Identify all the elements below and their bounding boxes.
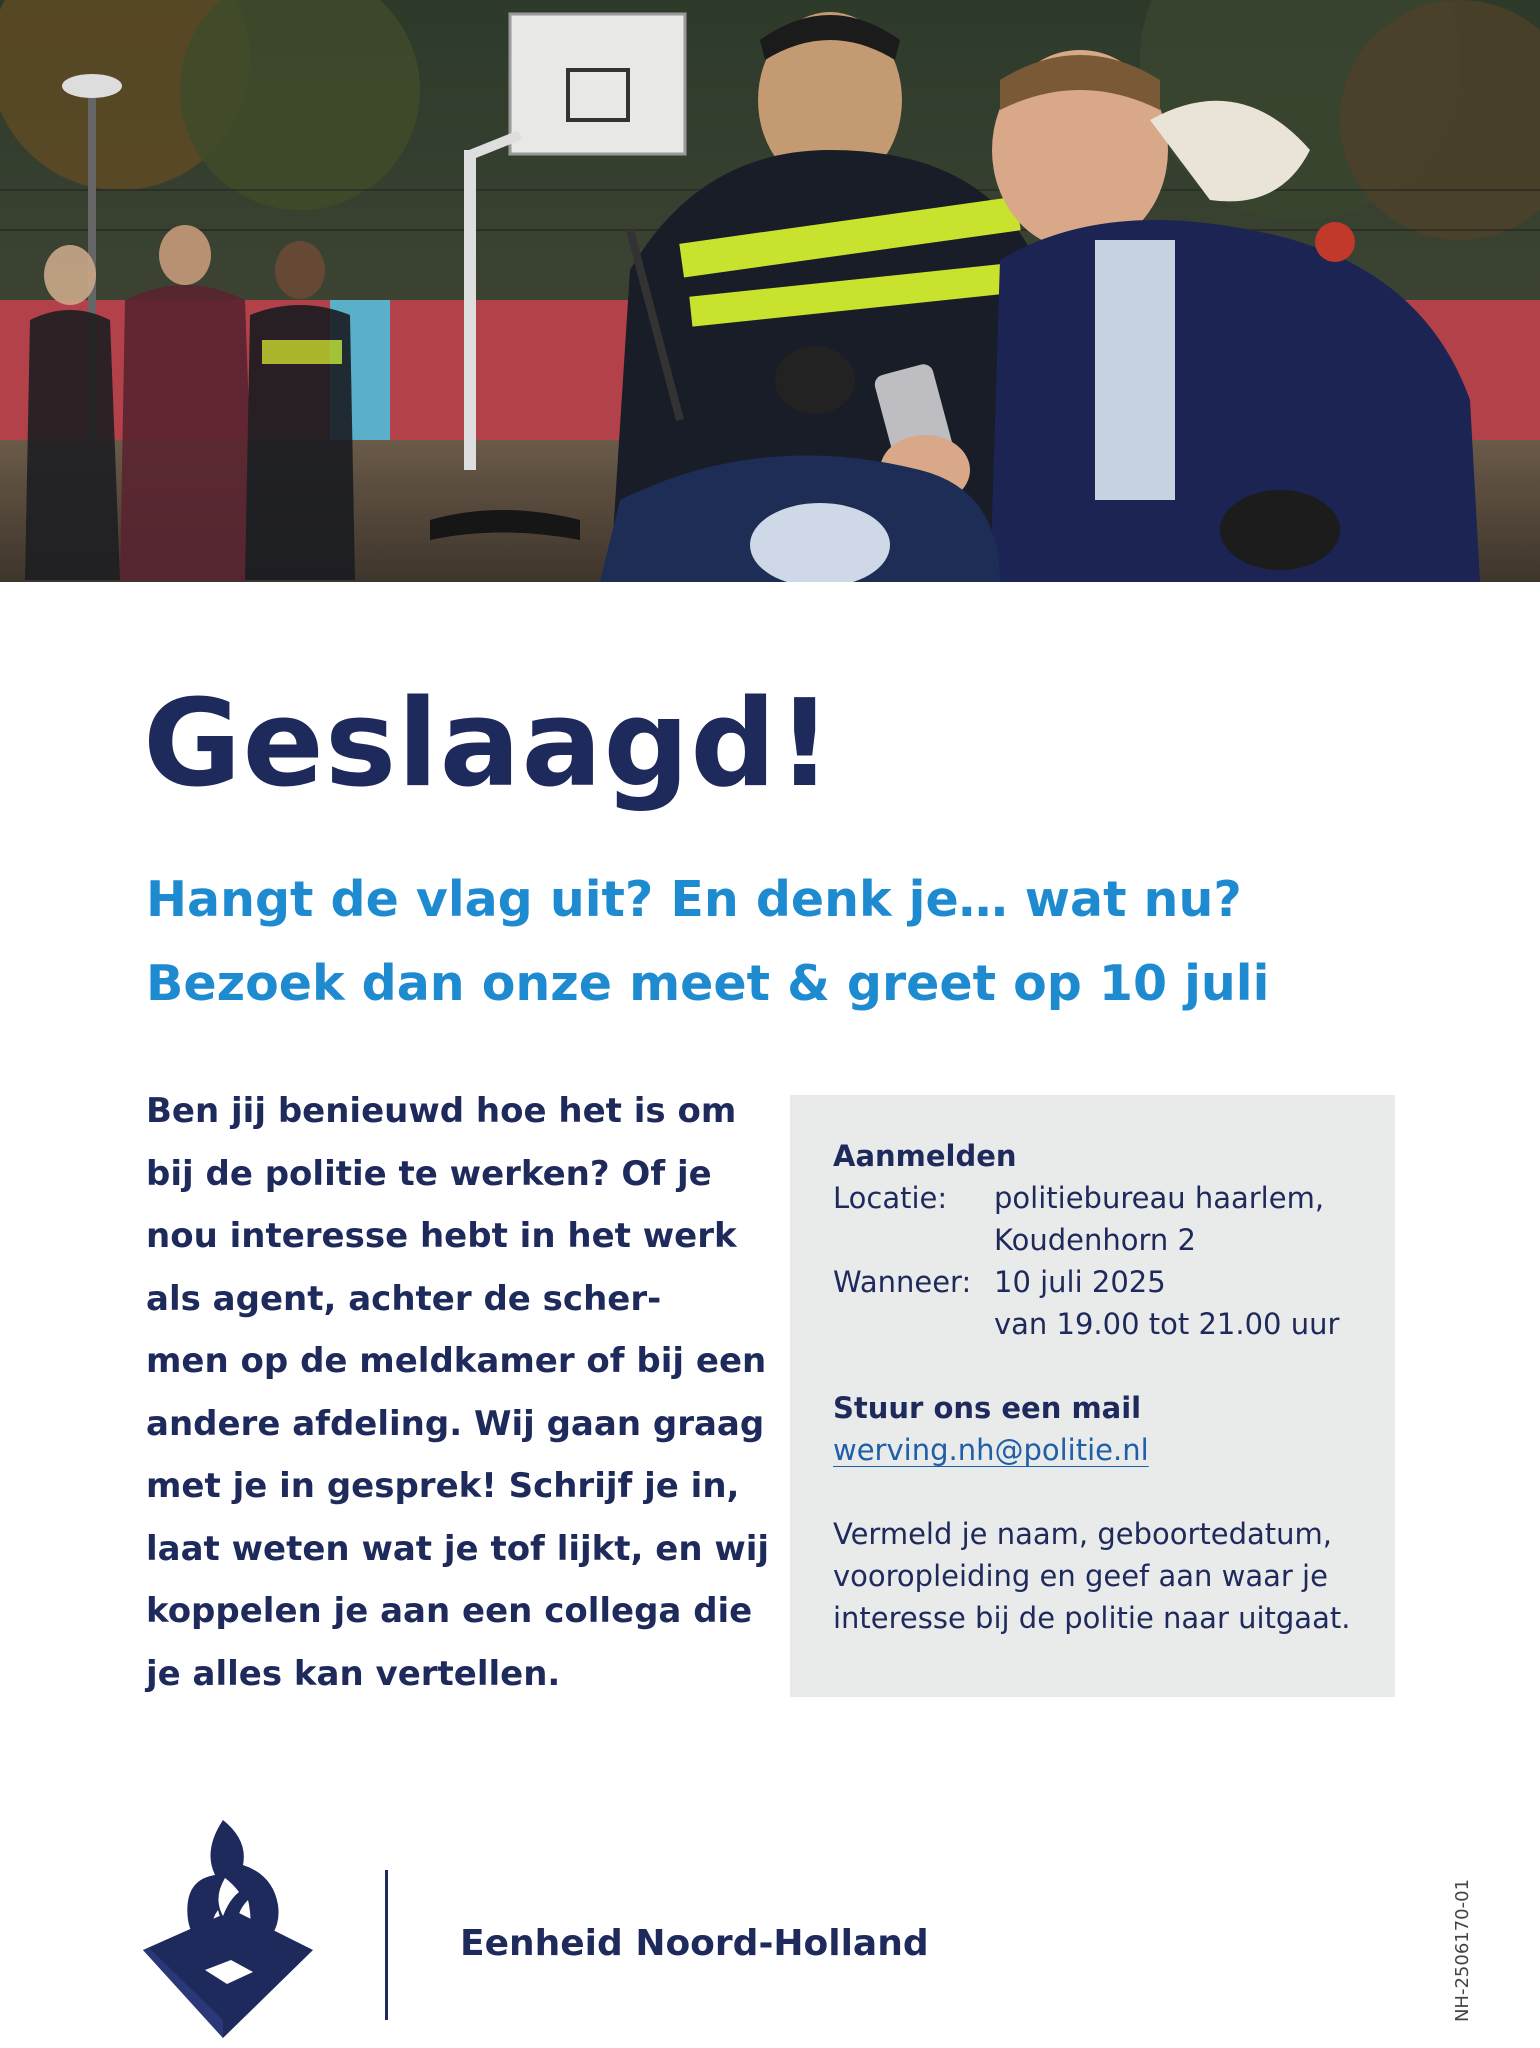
location-row (833, 1177, 1395, 1261)
footer-divider (385, 1870, 388, 2020)
note-line: Vermeld je naam, geboortedatum, (833, 1517, 1333, 1551)
intro-line: men op de meldkamer of bij een (146, 1341, 767, 1381)
email-link[interactable]: werving.nh@politie.nl (833, 1433, 1149, 1467)
page-title: Geslaagd! (143, 675, 833, 814)
subtitle-line-1: Hangt de vlag uit? En denk je… wat nu? (146, 871, 1242, 928)
location-value (994, 1177, 1324, 1261)
hero-photo (0, 0, 1540, 582)
intro-line: als agent, achter de scher- (146, 1278, 662, 1319)
location-label: Locatie: (833, 1181, 948, 1215)
intro-line: koppelen je aan een collega die (146, 1591, 753, 1631)
note-line: interesse bij de politie naar uitgaat. (833, 1601, 1351, 1635)
when-value (994, 1261, 1339, 1345)
when-line: van 19.00 tot 21.00 uur (994, 1307, 1340, 1341)
intro-line: je alles kan vertellen. (146, 1653, 561, 1694)
location-line: politiebureau haarlem, (994, 1181, 1325, 1215)
subtitle-line-2: Bezoek dan onze meet & greet op 10 juli (146, 955, 1270, 1012)
intro-line: met je in gesprek! Schrijf je in, (146, 1466, 740, 1506)
when-row (833, 1261, 1395, 1345)
intro-line: Ben jij benieuwd hoe het is om (146, 1091, 737, 1131)
location-line: Koudenhorn 2 (994, 1223, 1196, 1257)
note-line: vooropleiding en geef aan waar je (833, 1559, 1328, 1593)
intro-line: andere afdeling. Wij gaan graag (146, 1403, 765, 1444)
intro-line: bij de politie te werken? Of je (146, 1153, 712, 1194)
when-line: 10 juli 2025 (994, 1265, 1166, 1299)
intro-line: nou interesse hebt in het werk (146, 1216, 737, 1256)
politie-flame-logo-icon (143, 1820, 323, 2044)
intro-line: laat weten wat je tof lijkt, en wij (146, 1528, 770, 1569)
document-code-text: NH-2506170-01 (1452, 1878, 1474, 2022)
signup-info-box (790, 1095, 1395, 1697)
when-label: Wanneer: (833, 1265, 972, 1299)
mail-instructions (833, 1513, 1395, 1639)
signup-heading: Aanmelden (833, 1139, 1017, 1173)
intro-paragraph (146, 1080, 770, 1705)
subtitle (146, 858, 1269, 1026)
mail-heading: Stuur ons een mail (833, 1391, 1142, 1425)
unit-name: Eenheid Noord-Holland (460, 1923, 929, 1964)
document-code (1448, 1860, 1478, 2040)
